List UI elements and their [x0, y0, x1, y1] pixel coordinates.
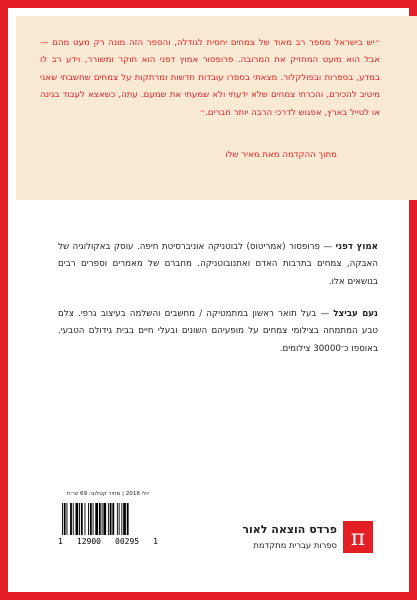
barcode-bar — [127, 503, 129, 535]
barcode-bar — [64, 503, 66, 535]
barcode-bar — [90, 503, 92, 535]
barcode-bar — [108, 503, 109, 535]
barcode-bar — [73, 503, 74, 535]
barcode-bar — [85, 503, 86, 535]
barcode-bar — [112, 503, 114, 535]
publisher-logo — [343, 521, 373, 553]
photographer-bio-text: — בעל תואר ראשון במתמטיקה / מחשבים והשלמה בעיצוב גרפי. צלם טבע המתמחה בצילומי צמחים על מופעיהם השונים ובעלי חיים בבית גידולם הטבעי. באוספו כ־30000 צילומים. — [58, 309, 378, 354]
author-bio — [58, 239, 378, 291]
photographer-bio — [58, 306, 378, 358]
barcode-digit-group: 00295 — [115, 537, 140, 546]
quote-text: ״יש בישראל מספר רב מאוד של צמחים יחסית לגודלה, והספר הזה מונה רק מעט מהם — אבל הוא מועט המחזיק את המרובה. פרופסור אמוץ דפני הוא חוקר ומשורר, וידע רב לו במדע, בספרות ובפולקלור. מצאתי בספרו עובדות חדשות ומרתקות על צמחים שחשבתי שאני מיטיב להכירם, והכרתי צמחים שלא ידעתי ולא שמעתי את שמעם. עתה, כשאצא לעבוד בגינה או לטייל בארץ, אפגוש לדרכי הרבה יותר חברים.״ — [40, 38, 380, 118]
author-name: אמוץ דפני — [335, 242, 378, 252]
barcode-bar — [99, 503, 101, 535]
photographer-name: נעם עביצל — [333, 309, 378, 319]
barcode-bar — [117, 503, 118, 535]
barcode-bar — [79, 503, 80, 535]
barcode-bar — [121, 503, 122, 535]
barcode-bar — [67, 503, 68, 535]
barcode-bar — [81, 503, 83, 535]
barcode-bar — [70, 503, 72, 535]
barcode-digit-group: 12900 — [76, 537, 101, 546]
barcode-bar — [102, 503, 103, 535]
barcode-bar — [62, 503, 63, 535]
barcode-bar — [119, 503, 120, 535]
barcode-digits — [58, 537, 158, 546]
pi-logo-icon — [343, 521, 373, 553]
barcode-bars — [58, 503, 158, 537]
pi-glyph: π — [350, 526, 366, 551]
barcode-digit-group: 1 — [153, 537, 158, 546]
barcode-digit-group: 1 — [58, 537, 63, 546]
publisher-tagline: ספרות עברית מתקדמת — [253, 540, 337, 550]
author-bio-text: — פרופסור (אמריטוס) לבוטניקה אוניברסיטת חיפה. עוסק באקולוגיה של האבקה, צמחים בתרבות האדם ואתנובוטניקה. מחברם של מאמרים וספרים רבים בנושאים אלו. — [58, 242, 378, 287]
barcode-bar — [95, 503, 98, 535]
barcode-bar — [88, 503, 89, 535]
barcode-bar — [76, 503, 79, 535]
price-strip: יולי 2018 | מחיר קטלוגי: 69 ש״ח — [67, 491, 149, 497]
quote-credit: מתוך ההקדמה מאת מאיר שלו — [225, 150, 337, 160]
barcode-bar — [123, 503, 126, 535]
publisher-name: פרדס הוצאה לאור — [242, 523, 337, 536]
barcode-bar — [93, 503, 94, 535]
barcode-bar — [103, 503, 106, 535]
barcode-bar — [110, 503, 112, 535]
